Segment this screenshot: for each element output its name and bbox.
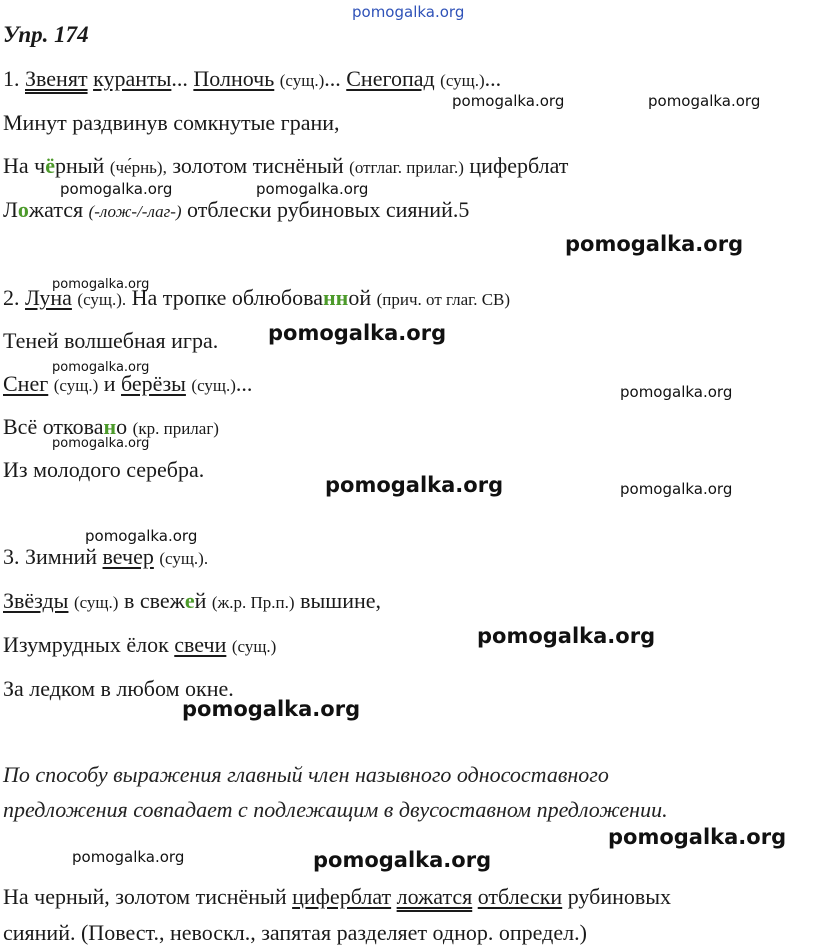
b1-num: 1. xyxy=(3,66,20,91)
b3-word-vecher: вечер xyxy=(102,544,154,569)
b1-note2: (сущ.) xyxy=(440,71,485,90)
b1-line2: Минут раздвинув сомкнутые грани, xyxy=(3,110,340,135)
b3-note4: (сущ.) xyxy=(231,637,277,656)
b2-line3 xyxy=(3,371,252,399)
b2-l1-highlight: нн xyxy=(323,285,349,310)
b1-l4-text-b: жатся xyxy=(28,197,84,222)
watermark: pomogalka.org xyxy=(565,232,744,256)
final-text-b: рубиновых xyxy=(567,884,672,909)
b2-l4-text-c: о xyxy=(116,414,128,439)
b3-l2-highlight: е xyxy=(184,588,195,613)
b2-note4: (сущ.) xyxy=(191,376,236,395)
b3-line4: За ледком в любом окне. xyxy=(3,676,234,701)
watermark: pomogalka.org xyxy=(52,436,150,451)
b2-l4-text-a: Всё отк xyxy=(3,414,73,439)
watermark: pomogalka.org xyxy=(648,92,761,110)
b3-word-svechi: свечи xyxy=(174,632,227,657)
b3-l2-text-c: вышине, xyxy=(300,588,381,613)
b1-note1: (сущ.) xyxy=(279,71,325,90)
b3-l1-text-a: Зимний xyxy=(25,544,98,569)
watermark: pomogalka.org xyxy=(608,825,787,849)
b2-ellipsis: ... xyxy=(235,371,253,396)
watermark: pomogalka.org xyxy=(182,697,361,721)
b2-note3: (сущ.) xyxy=(53,376,99,395)
b2-num: 2. xyxy=(3,285,20,310)
b2-note1: (сущ.). xyxy=(77,290,127,309)
b1-word-snegopad: Снегопад xyxy=(346,66,435,91)
note-line1: По способу выражения главный член назывного односоставного xyxy=(3,762,609,787)
b1-ellipsis3: ... xyxy=(484,66,502,91)
b3-l3-text-a: Изумрудных ёлок xyxy=(3,632,169,657)
note-line2: предложения совпадает с подлежащим в двусоставном предложении. xyxy=(3,797,668,822)
b1-line3 xyxy=(3,153,568,181)
b3-line1 xyxy=(3,544,208,572)
b3-line2 xyxy=(3,588,381,616)
final-text-a: На черный, золотом тиснёный xyxy=(3,884,287,909)
b1-ellipsis2: ... xyxy=(324,66,341,91)
b2-l1-text-a: На тропке облюбова xyxy=(131,285,323,310)
b3-num: 3. xyxy=(3,544,20,569)
b1-l3-text-a: На ч xyxy=(3,153,46,178)
b2-word-luna: Луна xyxy=(25,285,72,310)
b2-l4-text-b: ова xyxy=(72,414,104,439)
final-word-otbleski: отблески xyxy=(477,884,563,909)
watermark: pomogalka.org xyxy=(325,473,504,497)
b1-l3-text-b: рный xyxy=(54,153,105,178)
b1-l3-note2: (отглаг. прилаг.) xyxy=(349,158,464,177)
b2-and: и xyxy=(103,371,116,396)
b2-note2: (прич. от глаг. СВ) xyxy=(376,290,511,309)
final-word-tsiferblat: циферблат xyxy=(292,884,392,909)
watermark-top: pomogalka.org xyxy=(352,3,465,21)
b3-note3: (ж.р. Пр.п.) xyxy=(211,593,295,612)
watermark: pomogalka.org xyxy=(256,180,369,198)
b3-word-zvyozdy: Звёзды xyxy=(3,588,69,613)
b1-l4-text-c: отблески рубиновых сияний.5 xyxy=(187,197,470,222)
b1-line4 xyxy=(3,197,469,225)
final-word-lozhatsya: ложатся xyxy=(396,884,473,909)
b3-note2: (сущ.) xyxy=(73,593,119,612)
watermark: pomogalka.org xyxy=(85,527,198,545)
b1-l3-highlight: ё xyxy=(45,153,55,178)
watermark: pomogalka.org xyxy=(72,848,185,866)
watermark: pomogalka.org xyxy=(52,360,150,375)
b2-l4-highlight: н xyxy=(103,414,117,439)
b2-line2: Теней волшебная игра. xyxy=(3,328,219,353)
b1-l3-text-d: циферблат xyxy=(469,153,569,178)
b1-word-polnoch: Полночь xyxy=(193,66,275,91)
b1-l4-text-a: Л xyxy=(3,197,18,222)
watermark: pomogalka.org xyxy=(477,624,656,648)
b1-l3-text-c: золотом тиснёный xyxy=(172,153,344,178)
b2-word-sneg: Снег xyxy=(3,371,49,396)
b2-word-beryozy: берёзы xyxy=(121,371,186,396)
exercise-title: Упр. 174 xyxy=(3,22,89,47)
b1-word-kuranty: куранты xyxy=(93,66,172,91)
final-line2: сияний. (Повест., невоскл., запятая разделяет однор. определ.) xyxy=(3,920,587,945)
final-line1 xyxy=(3,884,671,910)
watermark: pomogalka.org xyxy=(620,480,733,498)
watermark: pomogalka.org xyxy=(313,848,492,872)
watermark: pomogalka.org xyxy=(52,277,150,292)
b1-l4-note: (-лож-/-лаг-) xyxy=(88,202,182,221)
b3-l2-text-b: й xyxy=(194,588,207,613)
b3-line3 xyxy=(3,632,276,660)
b1-line1 xyxy=(3,66,501,94)
b3-l2-text-a: в свеж xyxy=(123,588,185,613)
b3-note1: (сущ.). xyxy=(159,549,209,568)
watermark: pomogalka.org xyxy=(60,180,173,198)
b1-ellipsis1: ... xyxy=(171,66,188,91)
watermark: pomogalka.org xyxy=(620,383,733,401)
b1-l3-note1: (че́рнь), xyxy=(109,158,167,177)
b1-word-zvenyat: Звенят xyxy=(25,66,88,91)
b2-l1-text-b: ой xyxy=(348,285,372,310)
watermark: pomogalka.org xyxy=(268,321,447,345)
watermark: pomogalka.org xyxy=(452,92,565,110)
b2-note5: (кр. прилаг) xyxy=(132,419,219,438)
b1-l4-highlight: о xyxy=(17,197,29,222)
b2-line5: Из молодого серебра. xyxy=(3,457,205,482)
